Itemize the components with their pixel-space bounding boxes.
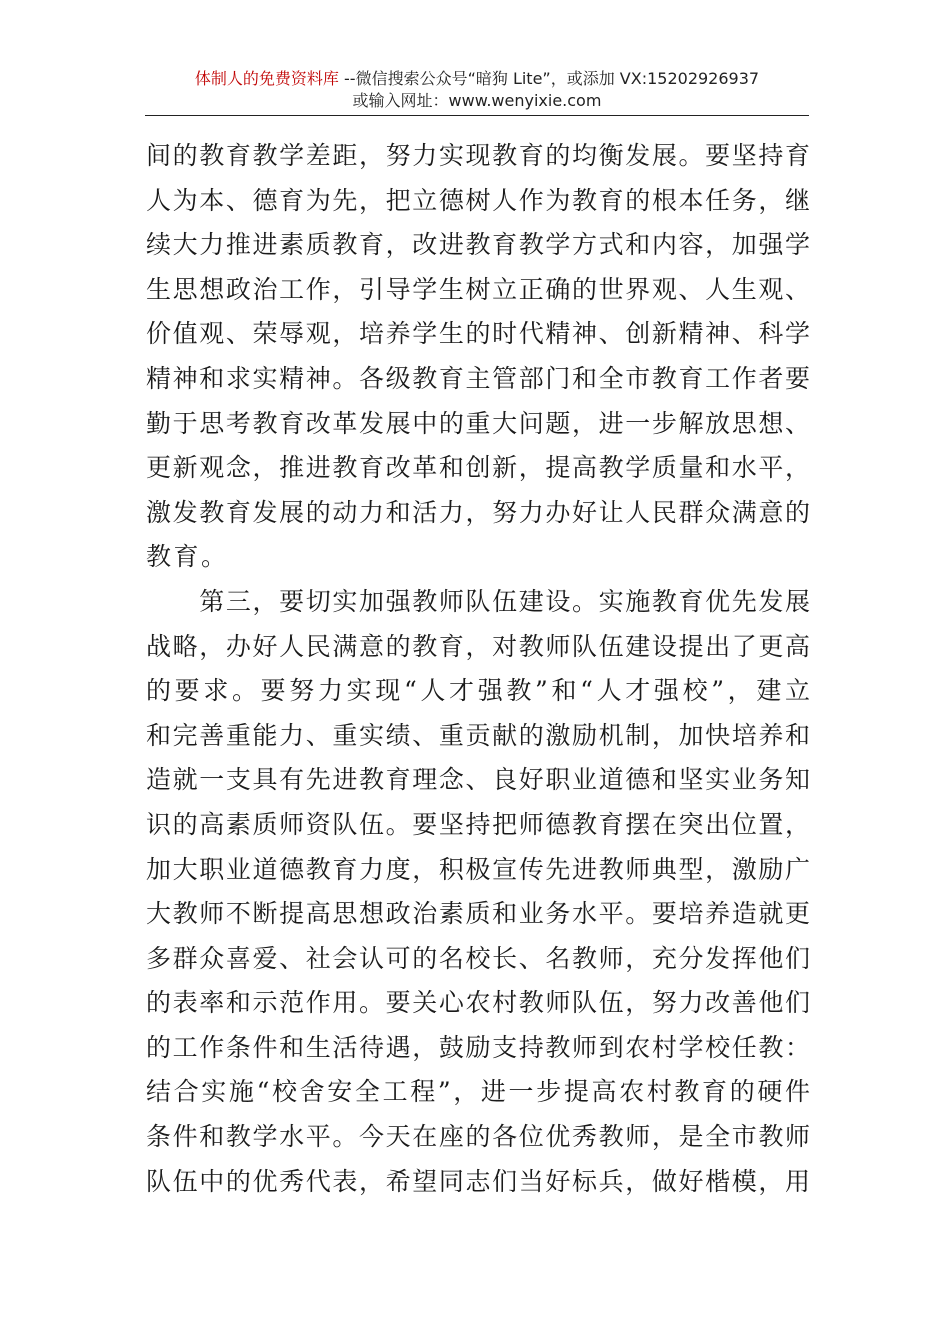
body-line: 加大职业道德教育力度，积极宣传先进教师典型，激励广 [146,854,810,884]
body-line: 的要求。要努力实现“人才强教”和“人才强校”，建立 [146,676,810,706]
body-line: 造就一支具有先进教育理念、良好职业道德和坚实业务知 [146,765,810,795]
body-line: 战略，办好人民满意的教育，对教师队伍建设提出了更高 [146,631,810,661]
page-header [145,68,809,116]
body-line: 多群众喜爱、社会认可的名校长、名教师，充分发挥他们 [146,943,810,973]
body-line: 条件和教学水平。今天在座的各位优秀教师，是全市教师 [146,1122,810,1152]
body-line: 间的教育教学差距，努力实现教育的均衡发展。要坚持育 [146,141,810,170]
body-line: 和完善重能力、重实绩、重贡献的激励机制，加快培养和 [146,720,810,750]
body-line: 的工作条件和生活待遇，鼓励支持教师到农村学校任教： [146,1032,810,1062]
document-body [146,134,810,1204]
body-line: 更新观念，推进教育改革和创新，提高教学质量和水平， [146,453,810,483]
body-line: 识的高素质师资队伍。要坚持把师德教育摆在突出位置， [146,809,810,839]
body-line: 续大力推进素质教育，改进教育教学方式和内容，加强学 [146,230,810,260]
header-website: 或输入网址：www.wenyixie.com [352,91,602,110]
body-line: 的表率和示范作用。要关心农村教师队伍，努力改善他们 [146,988,810,1018]
header-wechat-info: --微信搜索公众号“暗狗 Lite”，或添加 VX:15202926937 [338,69,760,88]
body-line: 结合实施“校舍安全工程”，进一步提高农村教育的硬件 [146,1077,810,1107]
body-line: 教育。 [146,542,229,572]
body-line: 人为本、德育为先，把立德树人作为教育的根本任务，继 [146,185,810,215]
body-line: 队伍中的优秀代表，希望同志们当好标兵，做好楷模，用 [146,1166,810,1196]
body-line: 价值观、荣辱观，培养学生的时代精神、创新精神、科学 [146,319,810,349]
body-line: 大教师不断提高思想政治素质和业务水平。要培养造就更 [146,899,810,929]
header-line-1 [145,68,809,90]
header-brand: 体制人的免费资料库 [194,69,339,88]
body-line: 第三，要切实加强教师队伍建设。实施教育优先发展 [146,586,810,616]
body-line: 勤于思考教育改革发展中的重大问题，进一步解放思想、 [146,408,810,438]
body-line: 激发教育发展的动力和活力，努力办好让人民群众满意的 [146,497,810,527]
body-line: 生思想政治工作，引导学生树立正确的世界观、人生观、 [146,274,810,304]
body-line: 精神和求实精神。各级教育主管部门和全市教育工作者要 [146,363,810,393]
